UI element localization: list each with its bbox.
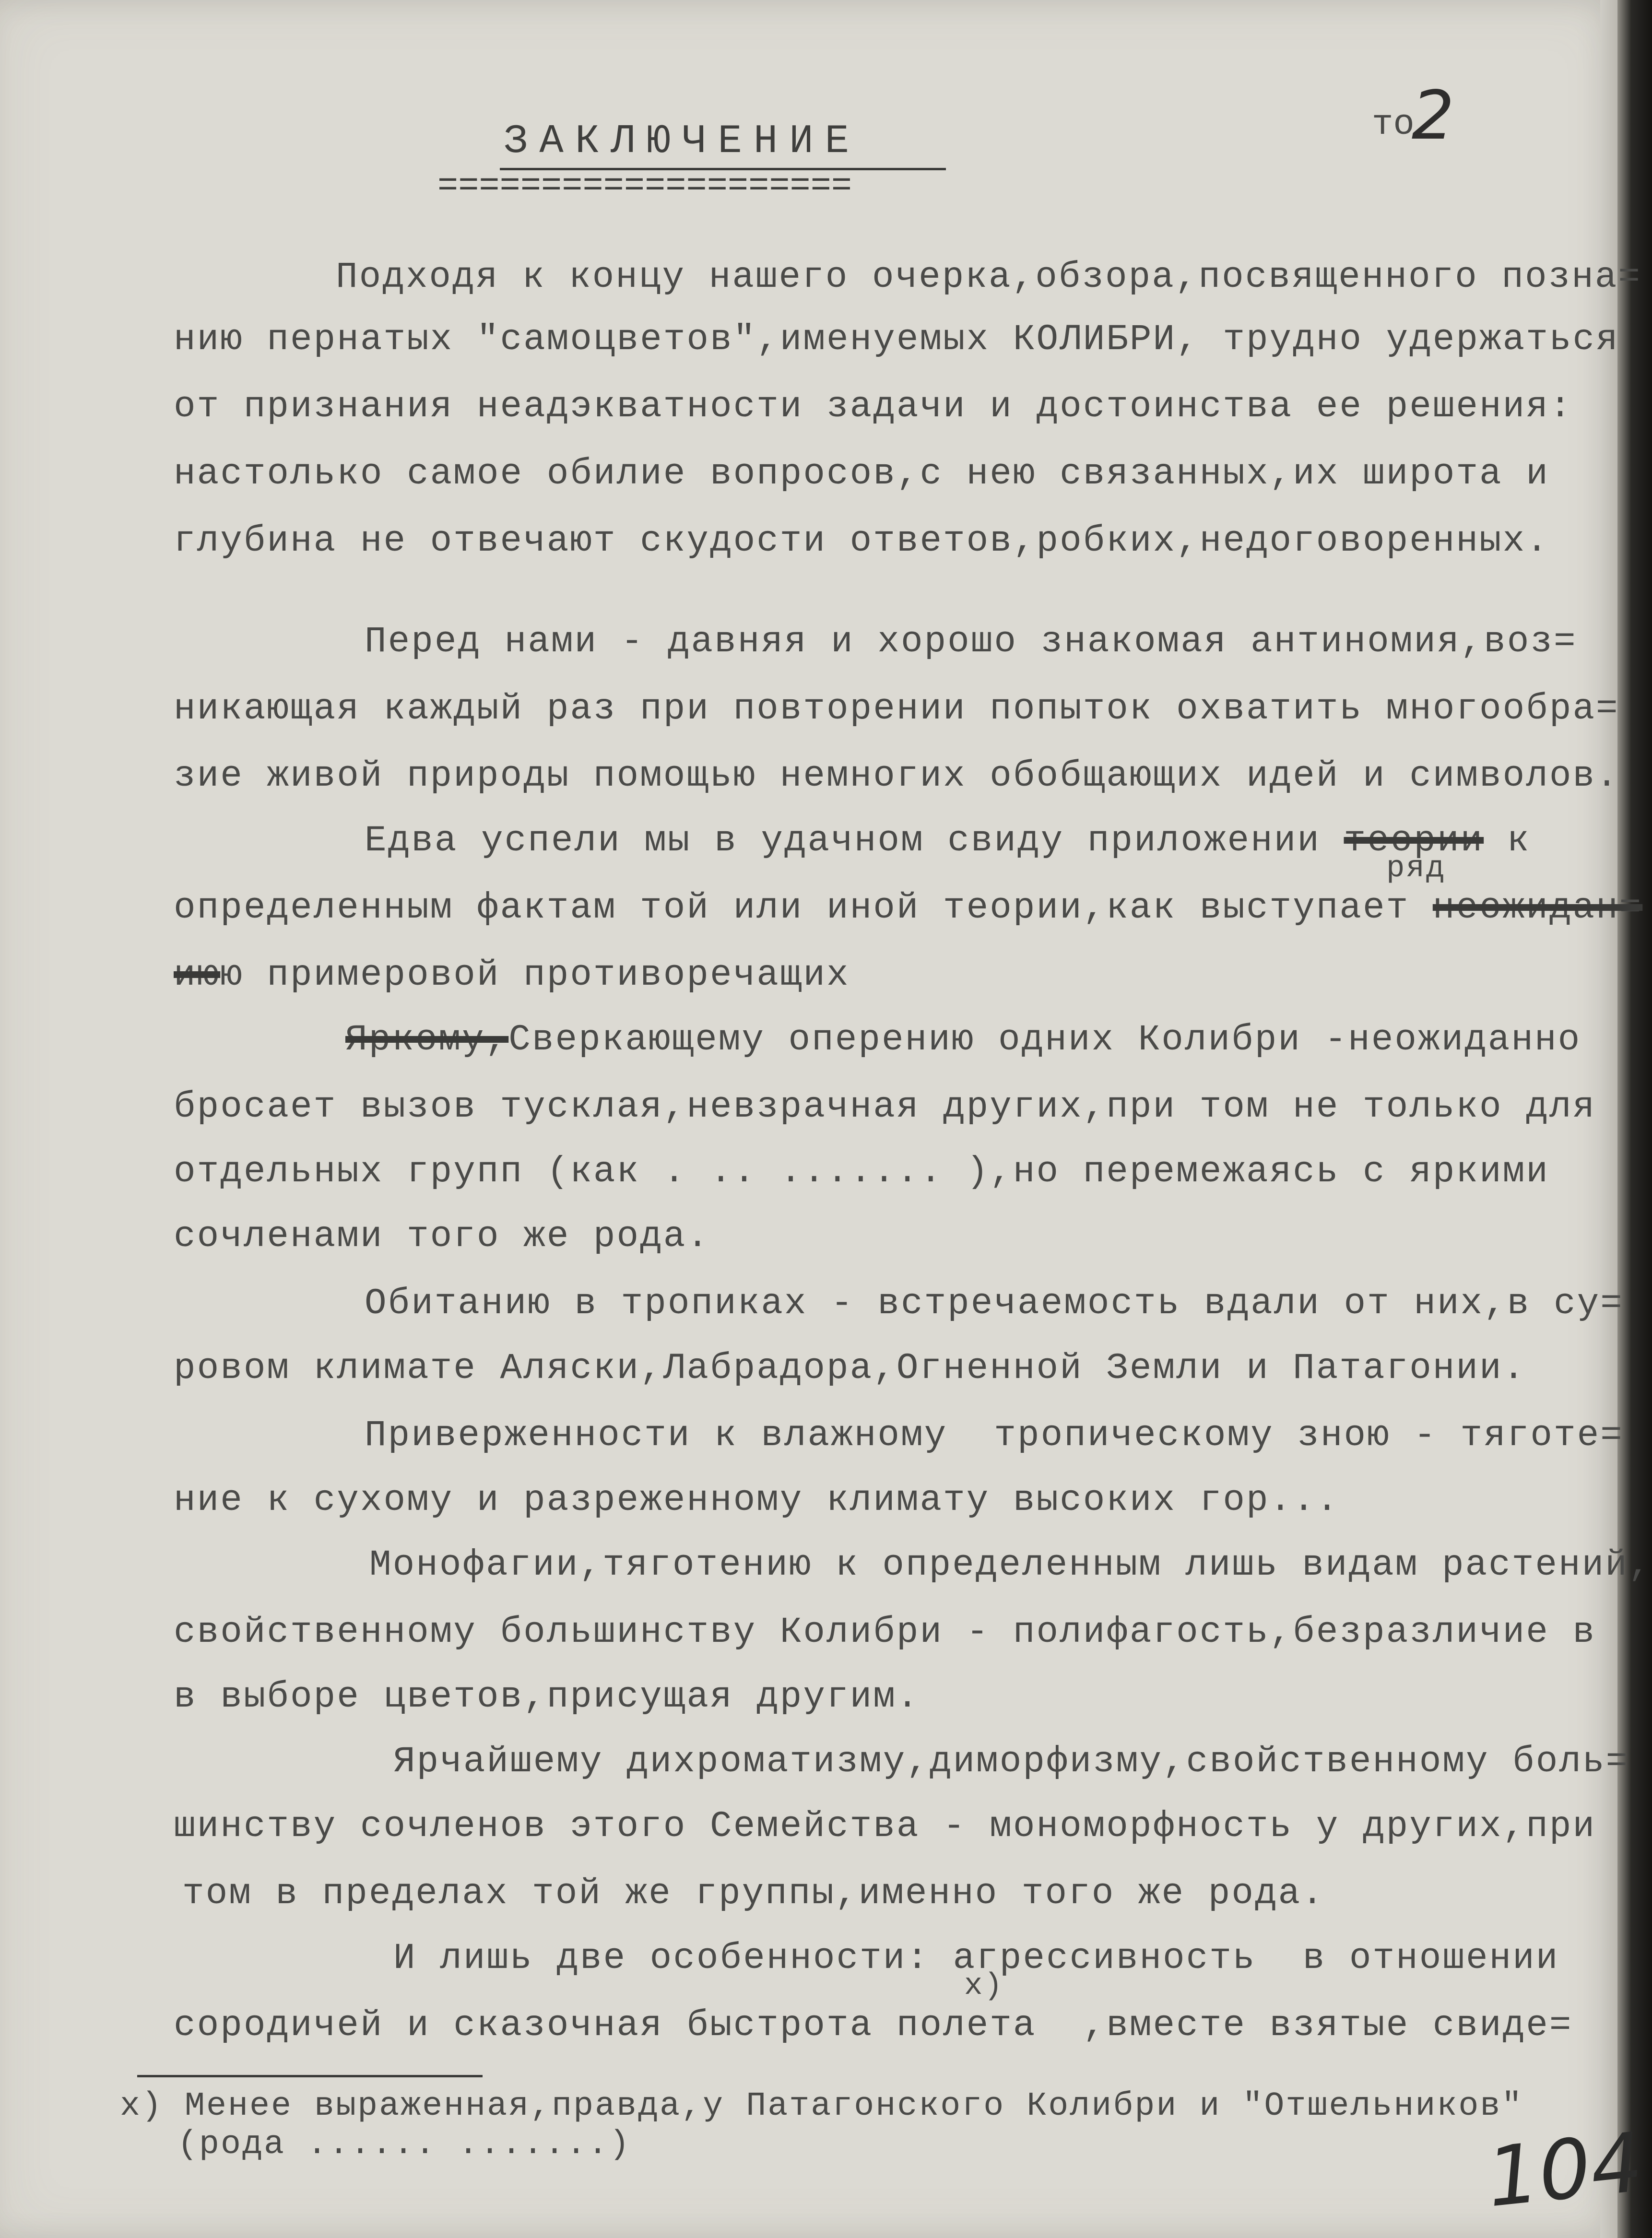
text-line-22: в выборе цветов,присущая другим. xyxy=(174,1676,920,1718)
text-line-12 xyxy=(345,1019,1581,1060)
text-line-5: глубина не отвечают скудости ответов,робких,недоговоренных. xyxy=(174,520,1549,562)
text-line-6: Перед нами - давняя и хорошо знакомая антиномия,воз= xyxy=(365,621,1577,662)
archive-folio-number: 104 xyxy=(1482,2115,1647,2226)
page-shadow-edge xyxy=(1617,0,1652,2238)
text-line-11-main: ю примеров xyxy=(220,954,454,996)
text-line-19: ние к сухому и разреженному климату высоких гор... xyxy=(174,1480,1340,1521)
text-line-23: Ярчайшему дихроматизму,диморфизму,свойственному боль= xyxy=(393,1741,1629,1782)
text-line-12-main: Сверкающему оперению одних Колибри -неожиданно xyxy=(508,1019,1581,1060)
text-line-9-end: к xyxy=(1507,820,1531,861)
struck-word-unexpected: неожидан= xyxy=(1432,887,1643,929)
text-line-11-overtype: ой противоречащих xyxy=(453,954,850,996)
footnote-marker: x) xyxy=(964,1969,1004,2003)
text-line-10 xyxy=(174,887,1643,929)
text-line-20: Монофагии,тяготению к определенным лишь видам растений, xyxy=(369,1544,1652,1586)
text-line-24: шинству сочленов этого Семейства - мономорфность у других,при xyxy=(174,1806,1596,1847)
text-line-25: том в пределах той же группы,именно того же рода. xyxy=(182,1873,1325,1914)
footnote-separator xyxy=(137,2075,483,2077)
text-line-21: свойственному большинству Колибри - полифагость,безразличие в xyxy=(174,1612,1596,1653)
text-line-26: И лишь две особенности: агрессивность в отношении xyxy=(393,1938,1559,1979)
page-number-handwritten: 2 xyxy=(1411,77,1454,155)
struck-word-bright: Яркому, xyxy=(345,1019,509,1060)
text-line-3: от признания неадэкватности задачи и достоинства ее решения: xyxy=(174,386,1573,427)
text-line-11 xyxy=(174,954,850,996)
text-line-9-main: Едва успели мы в удачном свиду приложении xyxy=(365,820,1321,861)
footnote-line-1: x) Менее выраженная,правда,у Патагонского Колибри и "Отшельников" xyxy=(120,2087,1523,2125)
page-number-typed: то xyxy=(1372,105,1415,145)
page-title: ЗАКЛЮЧЕНИЕ xyxy=(504,119,861,165)
text-line-1: Подходя к концу нашего очерка,обзора,посвященного позна= xyxy=(336,257,1642,298)
text-line-15: сочленами того же рода. xyxy=(174,1216,710,1257)
text-line-16: Обитанию в тропиках - встречаемость вдали от них,в су= xyxy=(365,1283,1624,1324)
text-line-17: ровом климате Аляски,Лабрадора,Огненной Земли и Патагонии. xyxy=(174,1348,1526,1389)
text-line-14: отдельных групп (как . .. ....... ),но перемежаясь с яркими xyxy=(174,1151,1549,1192)
footnote-line-2: (рода ...... .......) xyxy=(177,2126,631,2164)
text-line-18: Приверженности к влажному тропическому зною - тяготе= xyxy=(365,1415,1624,1456)
text-line-8: зие живой природы помощью немногих обобщающих идей и символов. xyxy=(174,755,1619,797)
struck-word-theory: теории xyxy=(1344,820,1484,861)
title-rule: ==================== xyxy=(437,166,852,206)
text-line-27: сородичей и сказочная быстрота полета ,вместе взятые свиде= xyxy=(174,2005,1573,2046)
struck-prefix-line-11: ию xyxy=(174,954,221,996)
text-line-10-main: определенным фактам той или иной теории,как выступает xyxy=(174,887,1410,929)
text-line-4: настолько самое обилие вопросов,с нею связанных,их широта и xyxy=(174,453,1549,495)
page-number xyxy=(1372,77,1454,155)
text-line-13: бросает вызов тусклая,невзрачная других,при том не только для xyxy=(174,1086,1596,1128)
text-line-9 xyxy=(365,820,1531,861)
text-line-7: никающая каждый раз при повторении попыток охватить многообра= xyxy=(174,688,1619,730)
text-line-2: нию пернатых "самоцветов",именуемых КОЛИБРИ, трудно удержаться xyxy=(174,319,1619,360)
inserted-word-ryad: ряд xyxy=(1386,851,1446,886)
